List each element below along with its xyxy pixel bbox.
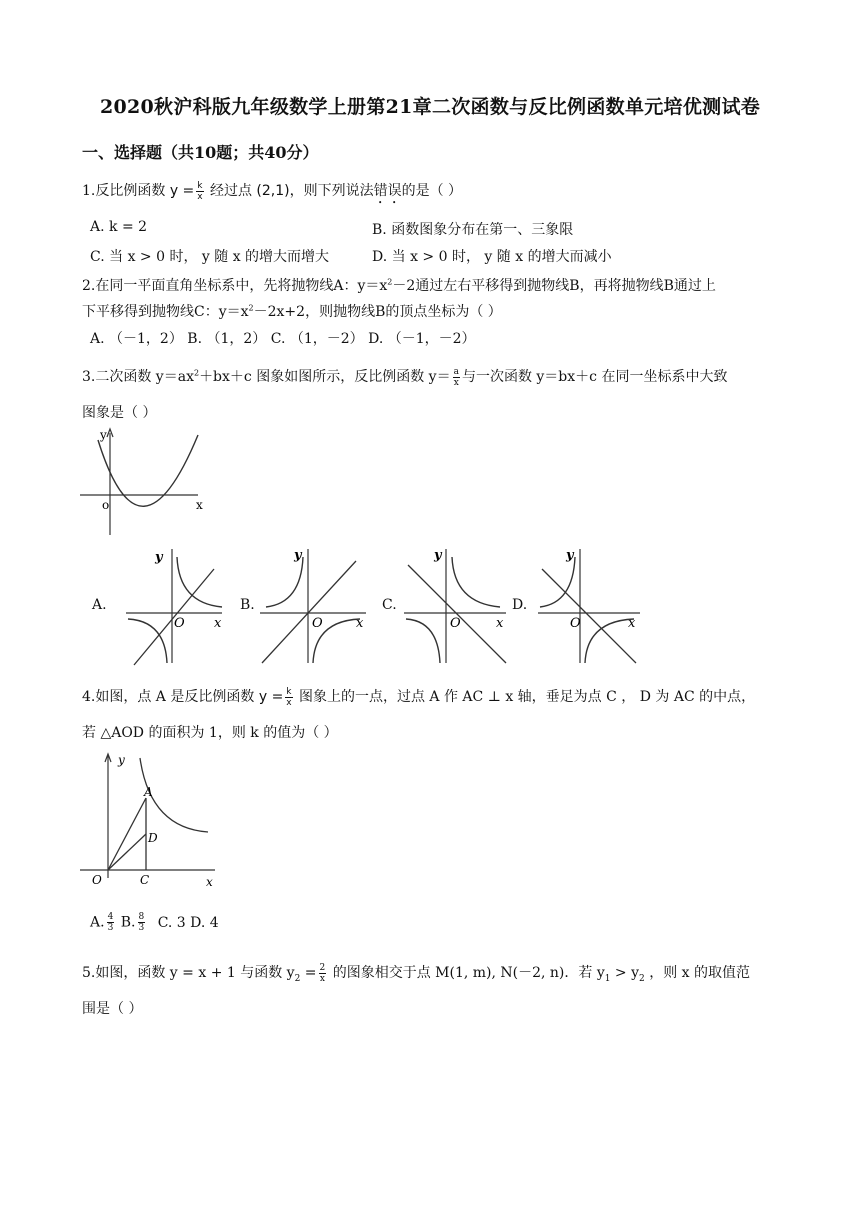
q4-frac-num: k	[286, 686, 292, 697]
q2-sup1: 2	[387, 277, 393, 287]
q5-line1-a: 5.如图，函数 y = x + 1 与函数 y	[82, 965, 295, 981]
q4-line2: 若 △AOD 的面积为 1，则 k 的值为（ ）	[82, 725, 338, 741]
q2-line1-b: －2通过左右平移得到抛物线B，再将抛物线B通过上	[392, 278, 716, 294]
q4-option-b-fraction	[138, 912, 146, 933]
q4-line1-b: 图象上的一点，过点 A 作 AC ⊥ x 轴，垂足为点 C ， D 为 AC 的中点，	[294, 689, 756, 705]
q4-frac-den: x	[286, 697, 292, 708]
q1-option-c: C. 当 x > 0 时， y 随 x 的增大而增大	[90, 249, 330, 265]
q3-option-d-graph	[534, 545, 650, 667]
q3-option-c-graph	[400, 545, 516, 667]
qb-origin-label: O	[312, 616, 323, 631]
q3-frac-den: x	[453, 377, 459, 388]
q5-sub-2: 2	[639, 973, 645, 984]
q3-line1	[82, 366, 727, 388]
qa-y-label: y	[155, 550, 163, 565]
q4-option-b-prefix: B.	[120, 914, 136, 931]
q4-fig-a: A	[144, 785, 153, 799]
q2-line1-a: 2.在同一平面直角坐标系中，先将抛物线A：y＝x	[82, 278, 388, 294]
q4-figure	[80, 748, 220, 890]
qa-x-label: x	[214, 616, 222, 631]
qc-hyperbola-q3	[406, 619, 440, 663]
q3-option-d-label: D.	[512, 597, 528, 613]
q5-frac-num: 2	[319, 962, 326, 973]
q1-option-b: B. 函数图象分布在第一、三象限	[372, 222, 574, 238]
q1-option-d: D. 当 x > 0 时， y 随 x 的增大而减小	[372, 249, 612, 265]
q3-frac-num: a	[453, 366, 459, 377]
q4-fig-x: x	[206, 875, 213, 889]
page-title: 2020秋沪科版九年级数学上册第21章二次函数与反比例函数单元培优测试卷	[99, 96, 761, 118]
qd-hyperbola-q4	[585, 619, 634, 663]
qa-hyperbola-q3	[128, 619, 167, 663]
qa-hyperbola-q1	[177, 557, 222, 607]
q3-parabola-graph	[80, 425, 210, 537]
q4-fig-o: O	[92, 873, 102, 887]
q3-option-c-label: C.	[382, 597, 397, 613]
qc-x-label: x	[496, 616, 504, 631]
q1-frac-num: k	[197, 180, 203, 191]
q3-line1-b: ＋bx＋c 图象如图所示，反比例函数 y＝	[199, 369, 451, 385]
q1-stem-e: 的是（ ）	[401, 183, 463, 199]
q5-line2: 围是（ ）	[82, 1001, 143, 1017]
q3-graph-x-label: x	[196, 498, 203, 512]
q3-option-b-graph	[256, 545, 376, 667]
q4-option-a-num: 4	[107, 912, 114, 922]
qb-hyperbola-q2	[266, 557, 303, 607]
q5-sub-y2: 2	[294, 973, 301, 984]
qa-origin-label: O	[174, 616, 185, 631]
q3-option-a-graph	[122, 545, 232, 667]
q4-options	[90, 912, 219, 933]
q5-line1-b: 的图象相交于点 M(1, m), N(－2, n)．若 y	[328, 965, 605, 981]
qd-y-label: y	[566, 548, 574, 563]
q1-stem	[82, 180, 462, 207]
qc-y-label: y	[434, 548, 442, 563]
q4-option-a-prefix: A.	[90, 914, 105, 931]
q1-stem-d: ，则下列说法	[289, 183, 374, 199]
qc-hyperbola-q1	[452, 557, 500, 607]
section-heading: 一、选择题（共10题；共40分）	[82, 143, 319, 162]
q1-emphasis: 错误	[373, 183, 402, 199]
q4-fraction	[285, 687, 292, 708]
q2-line1	[82, 275, 716, 295]
q3-option-b-label: B.	[240, 597, 255, 613]
q4-fig-d: D	[148, 831, 158, 845]
q5-fraction	[319, 963, 327, 984]
q1-stem-c: 经过点	[205, 183, 257, 199]
q2-options: A. （－1，2） B. （1，2） C. （1，－2） D. （－1，－2）	[90, 331, 476, 347]
q3-graph-origin-label: o	[102, 498, 110, 512]
q4-fig-y: y	[118, 753, 125, 767]
qd-line	[542, 569, 636, 663]
qd-x-label: x	[628, 616, 636, 631]
q3-fraction	[453, 367, 460, 388]
q4-option-a-fraction	[107, 912, 115, 933]
q1-stem-a: 1.反比例函数	[82, 183, 170, 199]
q5-eq: =	[300, 965, 317, 981]
q5-frac-den: x	[319, 973, 325, 984]
q3-option-a-label: A.	[92, 597, 107, 613]
q1-y: y =	[169, 183, 195, 199]
q3-line2: 图象是（ ）	[82, 405, 157, 421]
q5-line1	[82, 962, 750, 984]
q4-line1-a: 4.如图，点 A 是反比例函数	[82, 689, 259, 705]
q1-frac-den: x	[197, 191, 203, 202]
q5-line1-c: ，则 x 的取值范	[644, 965, 751, 981]
q4-segment-oa	[108, 798, 146, 870]
q2-line2-a: 下平移得到抛物线C：y＝x	[82, 304, 249, 320]
q4-option-b-den: 3	[138, 923, 145, 933]
qb-line	[262, 561, 356, 663]
qd-hyperbola-q2	[540, 557, 575, 607]
q1-option-a: A. k = 2	[90, 219, 148, 235]
q4-y: y =	[258, 689, 284, 705]
qb-x-label: x	[356, 616, 364, 631]
q4-segment-od	[108, 834, 146, 870]
q1-point: (2,1)	[256, 183, 290, 199]
q3-sup: 2	[193, 368, 200, 378]
q3-line1-c: 与一次函数 y＝bx＋c 在同一坐标系中大致	[461, 369, 728, 385]
q2-line2-b: －2x+2，则抛物线B的顶点坐标为（ ）	[253, 304, 502, 320]
qd-origin-label: O	[570, 616, 581, 631]
qc-origin-label: O	[450, 616, 461, 631]
q4-line1	[82, 686, 755, 708]
q4-fig-c: C	[140, 873, 150, 887]
q2-sup2: 2	[248, 303, 254, 313]
q5-sub-1: 1	[604, 973, 611, 984]
q4-option-a-den: 3	[107, 923, 114, 933]
qb-y-label: y	[294, 548, 302, 563]
q2-line2	[82, 301, 502, 321]
q3-line1-a: 3.二次函数 y＝ax	[82, 369, 194, 385]
q4-option-b-num: 8	[138, 912, 145, 922]
q1-fraction	[196, 181, 203, 202]
q5-gt: > y	[610, 965, 640, 981]
q3-graph-y-label: y	[100, 428, 107, 442]
q4-option-cd: C. 3 D. 4	[157, 914, 219, 931]
